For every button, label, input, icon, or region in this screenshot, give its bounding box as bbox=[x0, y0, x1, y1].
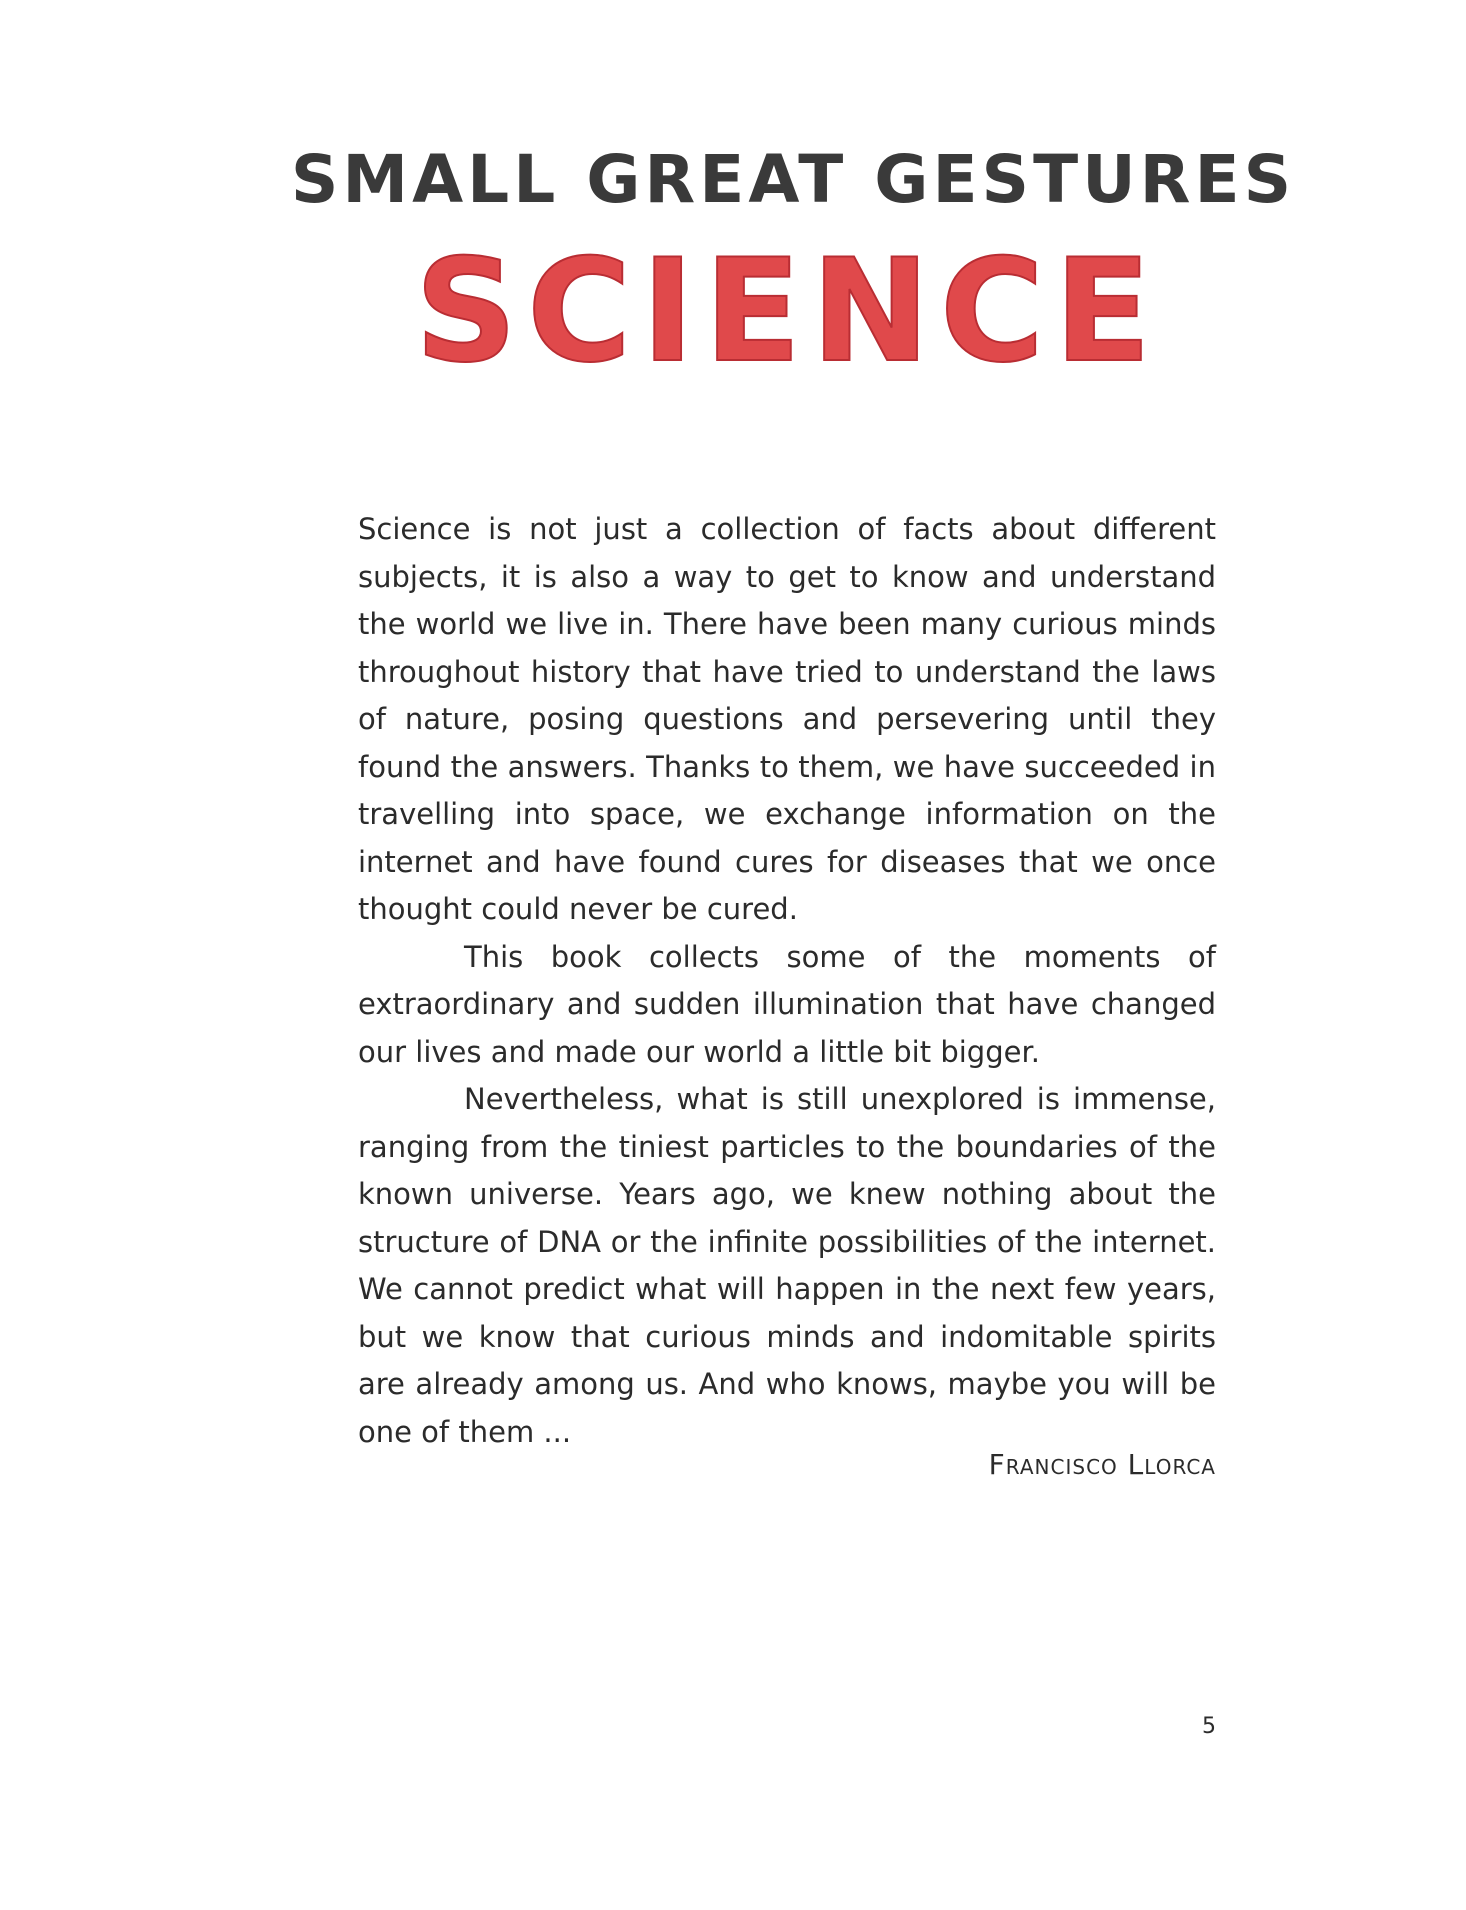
book-title: SCIENCE bbox=[414, 229, 1162, 394]
foreword-text bbox=[358, 506, 1216, 1456]
page-number: 5 bbox=[1202, 1714, 1216, 1739]
series-title: SMALL GREAT GESTURES bbox=[290, 141, 1296, 218]
paragraph-3: Nevertheless, what is still unexplored is immense, ranging from the tiniest particles to the boundaries of the known universe. Years ago, we knew nothing about the structure of DNA or the infinite possibilities of the internet. We cannot predict what will happen in the next few years, but we know that curious minds and indomitable spirits are already among us. And who knows, maybe you will be one of them ... bbox=[358, 1082, 1216, 1449]
paragraph-1: Science is not just a collection of facts about different subjects, it is also a way to get to know and understand the world we live in. There have been many curious minds throughout history that have tried to understand the laws of nature, posing questions and persevering until they found the answers. Thanks to them, we have succeeded in travelling into space, we exchange information on the internet and have found cures for diseases that we once thought could never be cured. bbox=[358, 512, 1216, 926]
author-signature: Francisco Llorca bbox=[988, 1448, 1216, 1481]
paragraph-2: This book collects some of the moments of extraordinary and sudden illumination that have changed our lives and made our world a little bit bigger. bbox=[358, 939, 1216, 1069]
